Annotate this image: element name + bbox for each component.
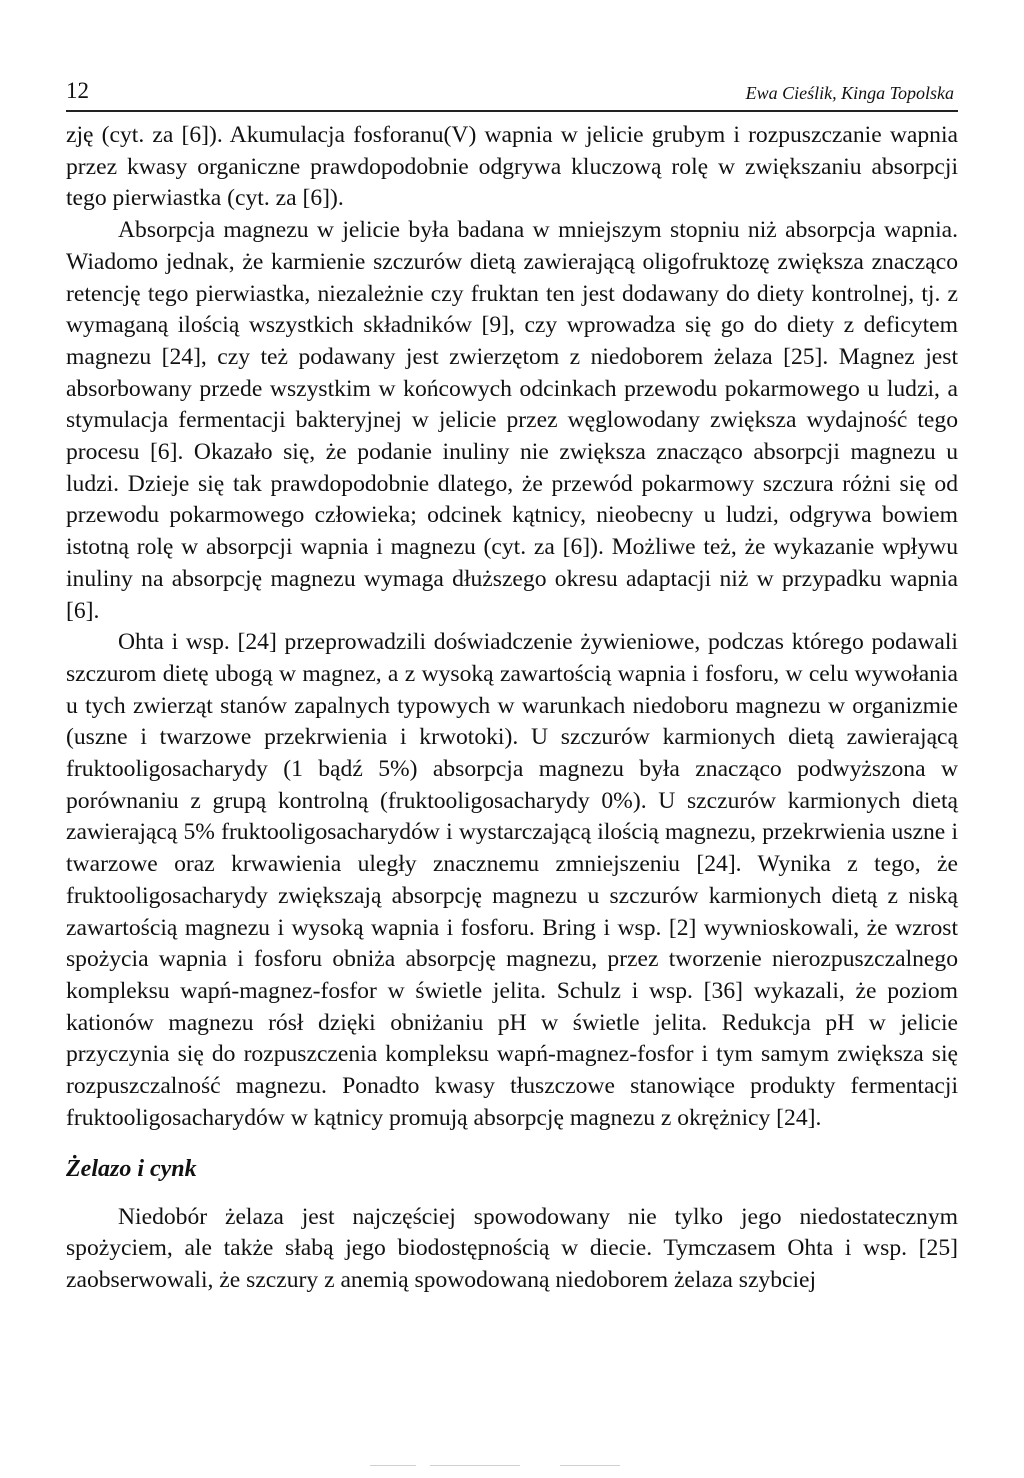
- paragraph-magnesium-absorption: Absorpcja magnezu w jelicie była badana w mniejszym stopniu niż absorpcja wapnia. Wiadomo jednak, że karmienie szczurów dietą zawierającą oligofruktozę zwiększa znacząco retencję tego pierwiastka, niezależnie czy fruktan ten jest dodawany do diety kontrolnej, tj. z wymaganą ilością wszystkich składników [9], czy wprowadza się go do diety z deficytem magnezu [24], czy też podawany jest zwierzętom z niedoborem żelaza [25]. Magnez jest absorbowany przede wszystkim w końcowych odcinkach przewodu pokarmowego u ludzi, a stymulacja fermentacji bakteryjnej w jelicie przez węglowodany zwiększa wydajność tego procesu [6]. Okazało się, że podanie inuliny nie zwiększa znacząco absorpcji magnezu u ludzi. Dzieje się tak prawdopodobnie dlatego, że przewód pokarmowy szczura różni się od przewodu pokarmowego człowieka; odcinek kątnicy, nieobecny u ludzi, odgrywa bowiem istotną rolę w absorpcji wapnia i magnezu (cyt. za [6]). Możliwe też, że wykazanie wpływu inuliny na absorpcję magnezu wymaga dłuższego okresu adaptacji niż w przypadku wapnia [6].: [66, 217, 958, 624]
- paragraph-ohta-study: Ohta i wsp. [24] przeprowadzili doświadczenie żywieniowe, podczas którego podawali szczurom dietę ubogą w magnez, a z wysoką zawartością wapnia i fosforu, w celu wywołania u tych zwierząt stanów zapalnych typowych w warunkach niedoboru magnezu w organizmie (uszne i twarzowe przekrwienia i krwotoki). U szczurów karmionych dietą zawierającą fruktooligosacharydy (1 bądź 5%) absorpcja magnezu była znacząco podwyższona w porównaniu z grupą kontrolną (fruktooligosacharydy 0%). U szczurów karmionych dietą zawierającą 5% fruktooligosacharydów i wystarczającą ilością magnezu, przekrwienia uszne i twarzowe oraz krwawienia uległy znacznemu zmniejszeniu [24]. Wynika z tego, że fruktooligosacharydy zwiększają absorpcję magnezu u szczurów karmionych dietą z niską zawartością magnezu i wysoką wapnia i fosforu. Bring i wsp. [2] wywnioskowali, że wzrost spożycia wapnia i fosforu obniża absorpcję magnezu, przez tworzenie nierozpuszczalnego kompleksu wapń-magnez-fosfor w świetle jelita. Schulz i wsp. [36] wykazali, że poziom kationów magnezu rósł dzięki obniżaniu pH w świetle jelita. Redukcja pH w jelicie przyczynia się do rozpuszczenia kompleksu wapń-magnez-fosfor i tym samym zwiększa się rozpuszczalność magnezu. Ponadto kwasy tłuszczowe stanowiące produkty fermentacji fruktooligosacharydów w kątnicy promują absorpcję magnezu z okrężnicy [24].: [66, 629, 958, 1131]
- running-head-authors: Ewa Cieślik, Kinga Topolska: [745, 83, 954, 103]
- scan-artifact-line: [560, 1465, 620, 1466]
- paragraph-iron-deficiency: Niedobór żelaza jest najczęściej spowodowany nie tylko jego niedostatecznym spożyciem, ale także słabą jego biodostępnością w diecie. Tymczasem Ohta i wsp. [25] zaobserwowali, że szczury z anemią spowodowaną niedoborem żelaza szybciej: [66, 1203, 958, 1293]
- section-heading-iron-zinc: Żelazo i cynk: [66, 1155, 197, 1182]
- scan-artifact-line: [430, 1465, 520, 1466]
- page: [66, 76, 958, 1297]
- running-header: [66, 76, 958, 112]
- body-text: [66, 120, 958, 1297]
- scan-artifact-line: [370, 1465, 416, 1466]
- paragraph-calcium-continuation: zję (cyt. za [6]). Akumulacja fosforanu(V) wapnia w jelicie grubym i rozpuszczanie wapnia przez kwasy organiczne prawdopodobnie odgrywa kluczową rolę w zwiększaniu absorpcji tego pierwiastka (cyt. za [6]).: [66, 122, 958, 212]
- page-number: 12: [66, 78, 89, 103]
